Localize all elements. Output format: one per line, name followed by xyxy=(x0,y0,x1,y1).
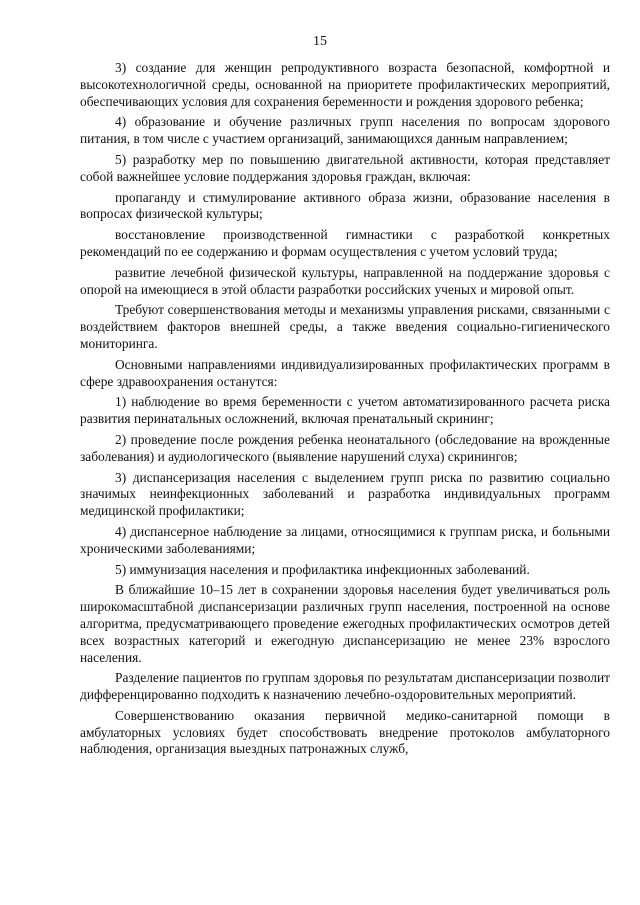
paragraph-propaganda: пропаганду и стимулирование активного образа жизни, образование населения в вопросах физической культуры; xyxy=(80,189,610,222)
paragraph-dispensary-outlook: В ближайшие 10–15 лет в сохранении здоровья населения будет увеличиваться роль широкомасштабной диспансеризации различных групп населения, построенной на основе алгоритма, предусматривающего проведение ежегодных профилактических осмотров детей всех возрастных категорий и ежегодную диспансеризацию не менее 23% взрослого населения. xyxy=(80,582,610,665)
paragraph-therapeutic-culture: развитие лечебной физической культуры, направленной на поддержание здоровья с опорой на имеющиеся в этой области разработки российских ученых и мировой опыт. xyxy=(80,264,610,297)
paragraph-screening-item-3: 3) диспансеризация населения с выделением групп риска по развитию социально значимых неинфекционных заболеваний и разработка индивидуальных программ медицинской профилактики; xyxy=(80,469,610,519)
paragraph-item-4-nutrition-education: 4) образование и обучение различных групп населения по вопросам здорового питания, в том числе с участием организаций, занимающихся данным направлением; xyxy=(80,114,610,147)
paragraph-screening-item-2: 2) проведение после рождения ребенка неонатального (обследование на врожденные заболевания) и аудиологического (выявление нарушений слуха) скринингов; xyxy=(80,431,610,464)
document-body xyxy=(80,60,610,762)
paragraph-main-directions: Основными направлениями индивидуализированных профилактических программ в сфере здравоохранения останутся: xyxy=(80,356,610,389)
paragraph-item-5-physical-activity: 5) разработку мер по повышению двигательной активности, которая представляет собой важнейшее условие поддержания здоровья граждан, включая: xyxy=(80,151,610,184)
page-number: 15 xyxy=(313,34,327,49)
paragraph-screening-item-4: 4) диспансерное наблюдение за лицами, относящимися к группам риска, и больными хроническими заболеваниями; xyxy=(80,523,610,556)
paragraph-risk-management: Требуют совершенствования методы и механизмы управления рисками, связанными с воздействием факторов внешней среды, а также введения социально-гигиенического мониторинга. xyxy=(80,302,610,351)
paragraph-screening-item-1: 1) наблюдение во время беременности с учетом автоматизированного расчета риска развития перинатальных осложнений, включая пренатальный скрининг; xyxy=(80,394,610,427)
paragraph-primary-care: Совершенствованию оказания первичной медико-санитарной помощи в амбулаторных условиях будет способствовать внедрение протоколов амбулаторного наблюдения, организация выездных патронажных служб, xyxy=(80,707,610,757)
paragraph-gymnastics: восстановление производственной гимнастики с разработкой конкретных рекомендаций по ее содержанию и формам осуществления с учетом условий труда; xyxy=(80,227,610,259)
paragraph-item-3-women-environment: 3) создание для женщин репродуктивного возраста безопасной, комфортной и высокотехнологичной среды, основанной на приоритете профилактических мероприятий, обеспечивающих условия для сохранения беременности и рождения здорового ребенка; xyxy=(80,60,610,109)
paragraph-screening-item-5: 5) иммунизация населения и профилактика инфекционных заболеваний. xyxy=(115,561,530,577)
paragraph-health-groups: Разделение пациентов по группам здоровья по результатам диспансеризации позволит дифференцированно подходить к назначению лечебно-оздоровительных мероприятий. xyxy=(80,670,610,703)
